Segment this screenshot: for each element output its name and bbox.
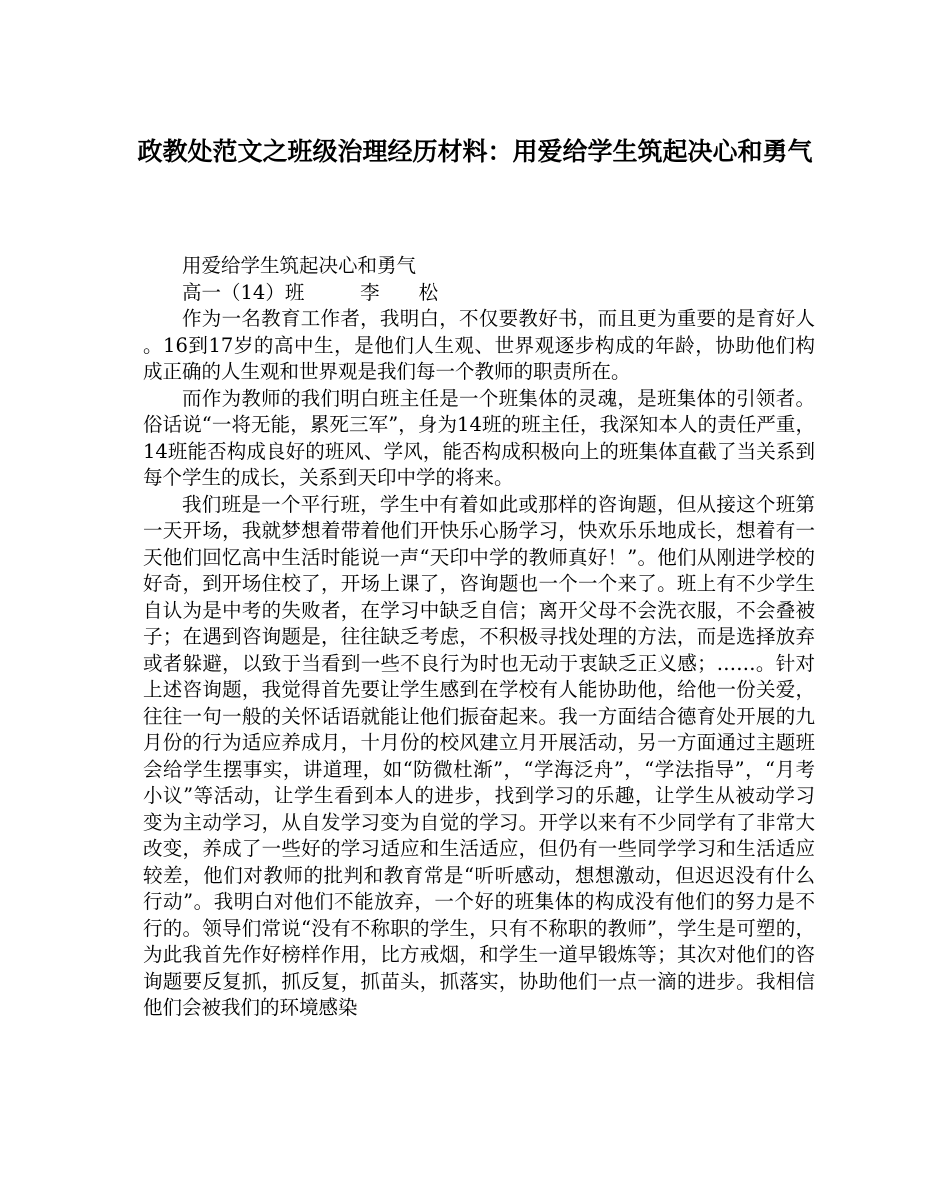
document-body: [143, 253, 815, 1022]
article-subtitle: 用爱给学生筑起决心和勇气: [182, 254, 417, 277]
paragraph: 我们班是一个平行班，学生中有着如此或那样的咨询题，但从接这个班第一天开场，我就梦想着带着他们开快乐心肠学习，快欢乐乐地成长，想着有一天他们回忆高中生活时能说一声“天印中学的教师真好！”。他们从刚进学校的好奇，到开场住校了，开场上课了，咨询题也一个一个来了。班上有不少学生自认为是中考的失败者，在学习中缺乏自信；离开父母不会洗衣服，不会叠被子；在遇到咨询题是，往往缺乏考虑，不积极寻找处理的方法，而是选择放弃或者躲避，以致于当看到一些不良行为时也无动于衷缺乏正义感；……。针对上述咨询题，我觉得首先要让学生感到在学校有人能协助他，给他一份关爱，往往一句一般的关怀话语就能让他们振奋起来。我一方面结合德育处开展的九月份的行为适应养成月，十月份的校风建立月开展活动，另一方面通过主题班会给学生摆事实，讲道理，如“防微杜渐”，“学海泛舟”，“学法指导”，“月考小议”等活动，让学生看到本人的进步，找到学习的乐趣，让学生从被动学习变为主动学习，从自发学习变为自觉的学习。开学以来有不少同学有了非常大改变，养成了一些好的学习适应和生活适应，但仍有一些同学学习和生活适应较差，他们对教师的批判和教育常是“听听感动，想想激动，但迟迟没有什么行动”。我明白对他们不能放弃，一个好的班集体的构成没有他们的努力是不行的。领导们常说“没有不称职的学生，只有不称职的教师”，学生是可塑的，为此我首先作好榜样作用，比方戒烟，和学生一道早锻炼等；其次对他们的咨询题要反复抓，抓反复，抓苗头，抓落实，协助他们一点一滴的进步。我相信他们会被我们的环境感染: [143, 492, 815, 1019]
author-name: 李 松: [360, 280, 439, 304]
paragraph: 而作为教师的我们明白班主任是一个班集体的灵魂，是班集体的引领者。俗话说“一将无能，累死三军”，身为14班的班主任，我深知本人的责任严重，14班能否构成良好的班风、学风，能否构成积极向上的班集体直截了当关系到每个学生的成长，关系到天印中学的将来。: [143, 386, 815, 489]
author-class: 高一（14）班: [182, 280, 305, 304]
document-title: 政教处范文之班级治理经历材料：用爱给学生筑起决心和勇气: [137, 137, 813, 166]
author-line: [143, 280, 815, 307]
paragraph: 作为一名教育工作者，我明白，不仅要教好书，而且更为重要的是育好人 。16到17岁的高中生，是他们人生观、世界观逐步构成的年龄，协助他们构成正确的人生观和世界观是我们每一个教师的职责所在。: [143, 307, 815, 383]
